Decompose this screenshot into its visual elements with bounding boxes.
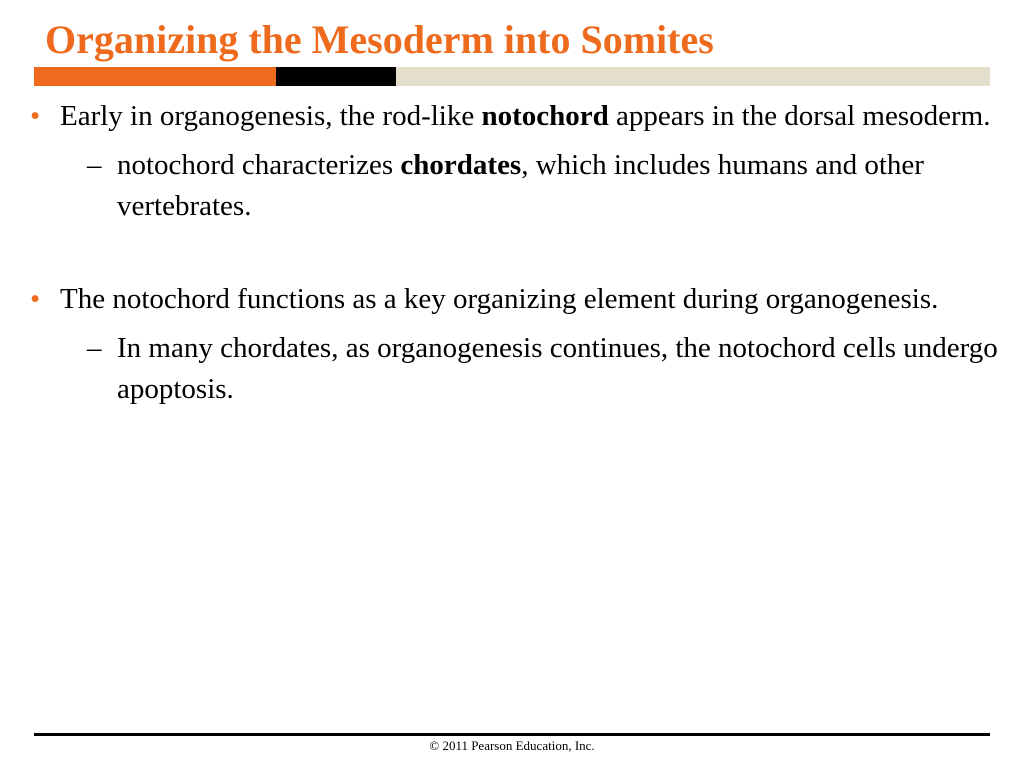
bullet-marker-icon: • [30, 100, 41, 132]
title-rule-black-segment [276, 67, 396, 86]
slide-title: Organizing the Mesoderm into Somites [45, 17, 714, 62]
bullet-1-text-end: appears in the dorsal mesoderm. [608, 100, 991, 132]
sub-bullet-1-text-start: notochord characterizes [117, 149, 401, 181]
sub-bullet-2-text: In many chordates, as organogenesis continues, the notochord cells undergo apoptosis. [117, 332, 998, 405]
bullet-2-text: The notochord functions as a key organizing element during organogenesis. [60, 283, 939, 315]
sub-bullet-1-text-end: , which includes humans and other vertebrates. [117, 149, 924, 222]
bullet-1-bold-term: notochord [481, 100, 609, 132]
title-rule [34, 67, 990, 86]
title-rule-beige-segment [396, 67, 990, 86]
title-rule-orange-segment [34, 67, 276, 86]
slide-body [30, 96, 1000, 410]
sub-bullet-1 [30, 145, 1000, 227]
bullet-1-text-start: Early in organogenesis, the rod-like [60, 100, 482, 132]
dash-marker-icon: – [87, 149, 102, 181]
bullet-1 [30, 96, 1000, 137]
footer-copyright: © 2011 Pearson Education, Inc. [429, 738, 595, 753]
footer-rule [34, 733, 990, 736]
dash-marker-icon: – [87, 332, 102, 364]
sub-bullet-1-bold-term: chordates [400, 149, 522, 181]
sub-bullet-2 [30, 328, 1000, 410]
bullet-2 [30, 279, 1000, 320]
bullet-marker-icon: • [30, 283, 41, 315]
